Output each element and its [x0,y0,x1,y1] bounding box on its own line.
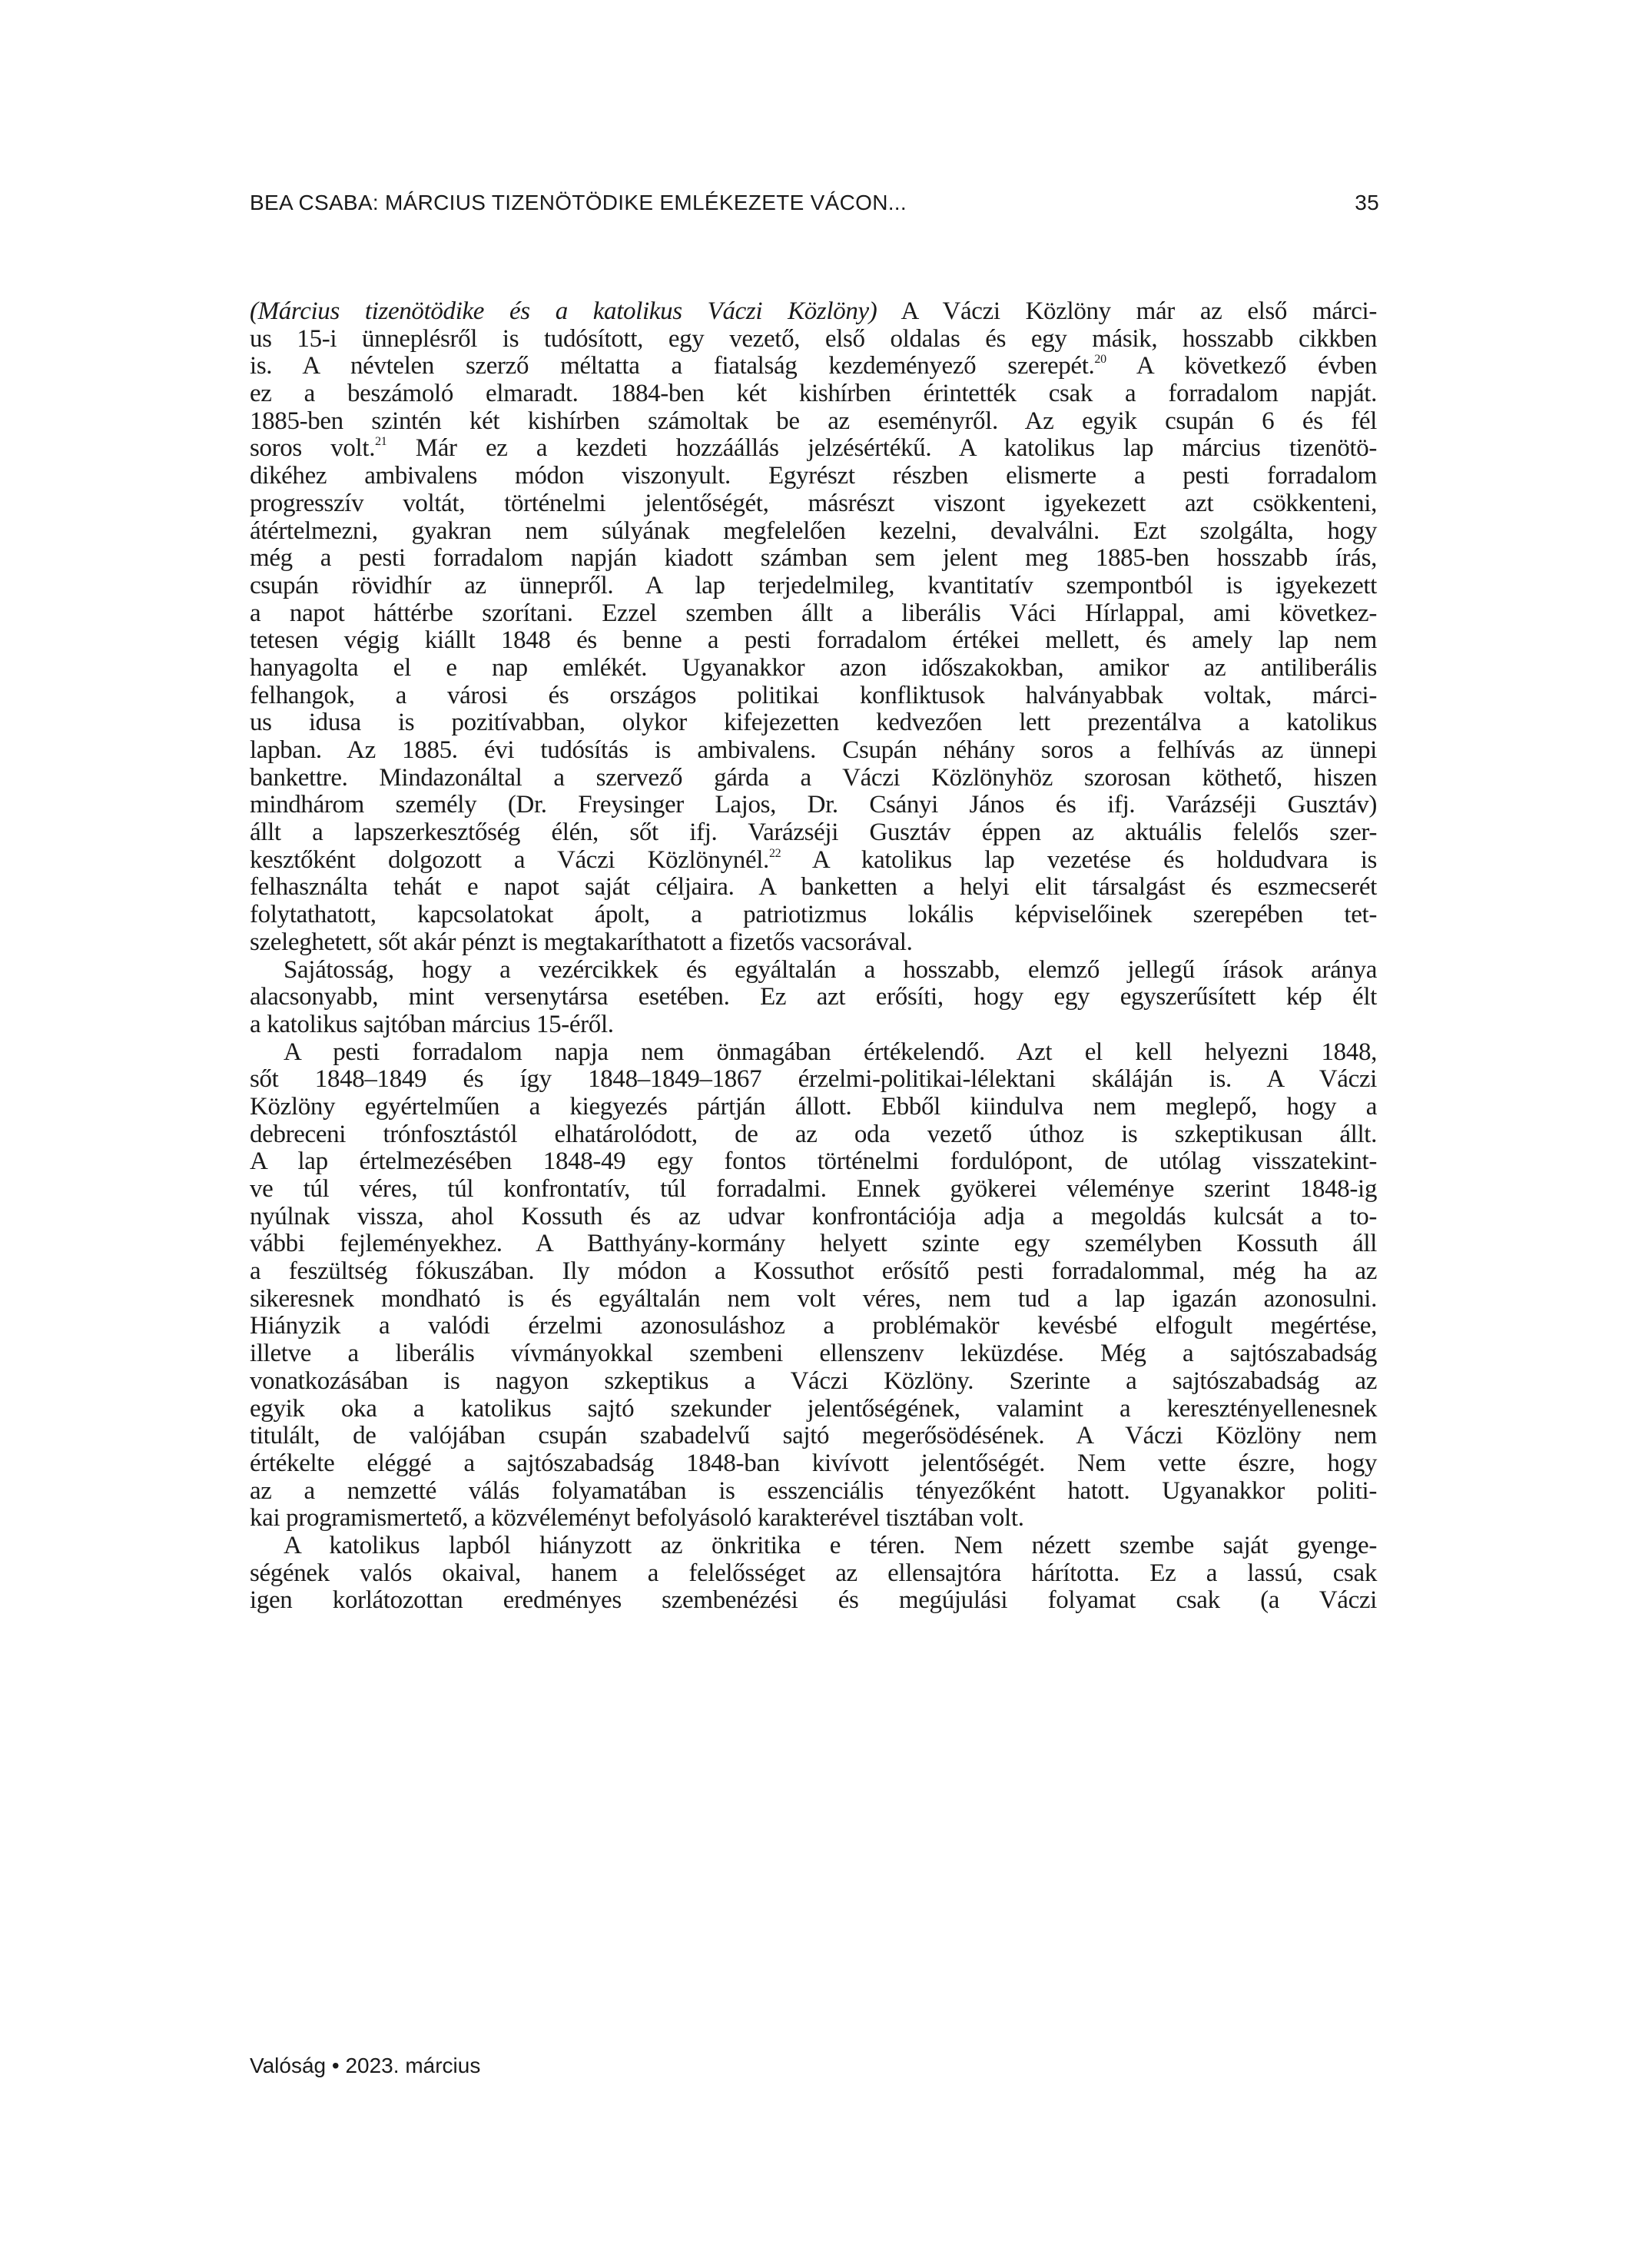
text-line: átértelmezni, gyakran nem súlyának megfelelően kezelni, devalválni. Ezt szolgálta, hogy [250,516,1377,545]
text-line: us idusa is pozitívabban, olykor kifejezetten kedvezően lett prezentálva a katolikus [250,709,1377,737]
text-line: debreceni trónfosztástól elhatárolódott, de az oda vezető úthoz is szkeptikusan állt. [250,1120,1377,1148]
text-line: vábbi fejleményekhez. A Batthyány-kormány helyett szinte egy személyben Kossuth áll [250,1230,1377,1258]
running-head [250,188,1379,218]
text-line: ségének valós okaival, hanem a felelősséget az ellensajtóra hárította. Ez a lassú, csak [250,1559,1377,1587]
text-line: igen korlátozottan eredményes szembenézési és megújulási folyamat csak (a Váczi [250,1586,1377,1615]
text-line: kai programismertető, a közvéleményt befolyásoló karakterével tisztában volt. [250,1504,1024,1532]
text-line: illetve a liberális vívmányokkal szembeni ellenszenv leküzdése. Még a sajtószabadság [250,1340,1377,1368]
page-footer: Valóság • 2023. március [250,2054,481,2077]
text-line: a napot háttérbe szorítani. Ezzel szemben állt a liberális Váci Hírlappal, ami következ- [250,599,1377,627]
text-line: alacsonyabb, mint versenytársa esetében. Ez azt erősíti, hogy egy egyszerűsített kép élt [250,983,1377,1011]
text-line: csupán rövidhír az ünnepről. A lap terjedelmileg, kvantitatív szempontból is igyekezett [250,571,1377,599]
footnote-ref[interactable]: 22 [768,846,781,860]
text-line: a katolikus sajtóban március 15-éről. [250,1010,614,1038]
text-line: Közlöny egyértelműen a kiegyezés pártján állott. Ebből kiindulva nem meglepő, hogy a [250,1092,1377,1121]
text-line: soros volt.$^{21}$ Már ez a kezdeti hozzáállás jelzésértékű. A katolikus lap március tizenötö- [250,434,1377,463]
text-line: vonatkozásában is nagyon szkeptikus a Váczi Közlöny. Szerinte a sajtószabadság az [250,1366,1377,1395]
section-title: (Március tizenötödike és a katolikus Váczi Közlöny) [250,297,877,325]
text-line: us 15-i ünneplésről is tudósított, egy vezető, első oldalas és egy másik, hosszabb cikkben [250,324,1377,353]
article-body [250,298,1377,1615]
running-title: BEA CSABA: MÁRCIUS TIZENÖTÖDIKE EMLÉKEZETE VÁCON... [250,191,907,214]
text-line: szeleghetett, sőt akár pénzt is megtakaríthatott a fizetős vacsorával. [250,928,913,956]
text-line: dikéhez ambivalens módon viszonyult. Egyrészt részben elismerte a pesti forradalom [250,462,1377,490]
text-line: értékelte eléggé a sajtószabadság 1848-ban kivívott jelentőségét. Nem vette észre, hogy [250,1449,1377,1477]
text-line: tetesen végig kiállt 1848 és benne a pesti forradalom értékei mellett, és amely lap nem [250,626,1377,655]
text-line: az a nemzetté válás folyamatában is esszenciális tényezőként hatott. Ugyanakkor politi- [250,1476,1377,1505]
text-line: állt a lapszerkesztőség élén, sőt ifj. Varázséji Gusztáv éppen az aktuális felelős szer- [250,819,1377,847]
text-line: még a pesti forradalom napján kiadott számban sem jelent meg 1885-ben hosszabb írás, [250,544,1377,573]
text-line: Sajátosság, hogy a vezércikkek és egyáltalán a hosszabb, elemző jellegű írások aránya [284,955,1377,984]
text-line: lapban. Az 1885. évi tudósítás is ambivalens. Csupán néhány soros a felhívás az ünnepi [250,736,1377,764]
text-line: 1885-ben szintén két kishírben számoltak be az eseményről. Az egyik csupán 6 és fél [250,407,1377,435]
text-line: ve túl véres, túl konfrontatív, túl forradalmi. Ennek gyökerei véleménye szerint 1848-ig [250,1175,1377,1203]
text-line: sőt 1848–1849 és így 1848–1849–1867 érzelmi-politikai-lélektani skáláján is. A Váczi [250,1065,1377,1094]
text-line: A lap értelmezésében 1848-49 egy fontos történelmi fordulópont, de utólag visszatekint- [250,1147,1377,1176]
text-line: Hiányzik a valódi érzelmi azonosuláshoz a problémakör kevésbé elfogult megértése, [250,1312,1377,1340]
text-line: egyik oka a katolikus sajtó szekunder jelentőségének, valamint a keresztényellenesnek [250,1394,1377,1423]
text-line: nyúlnak vissza, ahol Kossuth és az udvar konfrontációja adja a megoldás kulcsát a to- [250,1202,1377,1230]
text-line: is. A névtelen szerző méltatta a fiatalság kezdeményező szerepét.$^{20}$ A következő évben [250,352,1377,380]
footnote-ref[interactable]: 20 [1094,353,1106,367]
text-line: A pesti forradalom napja nem önmagában értékelendő. Azt el kell helyezni 1848, [284,1038,1377,1066]
text-line: sikeresnek mondható is és egyáltalán nem volt véres, nem tud a lap igazán azonosulni. [250,1284,1377,1313]
text-line: felhasználta tehát e napot saját céljaira. A banketten a helyi elit társalgást és eszmecserét [250,873,1377,902]
text-line: A katolikus lapból hiányzott az önkritika e téren. Nem nézett szembe saját gyenge- [284,1531,1377,1559]
text-line: felhangok, a városi és országos politikai konfliktusok halványabbak voltak, márci- [250,681,1377,709]
footnote-ref[interactable]: 21 [375,435,387,449]
text-line: bankettre. Mindazonáltal a szervező gárda a Váczi Közlönyhöz szorosan köthető, hiszen [250,763,1377,792]
text-line: progresszív voltát, történelmi jelentőségét, másrészt viszont igyekezett azt csökkenteni, [250,489,1377,517]
text-line: folytathatott, kapcsolatokat ápolt, a patriotizmus lokális képviselőinek szerepében tet- [250,901,1377,929]
page-number: 35 [1355,191,1379,214]
text-line: mindhárom személy (Dr. Freysinger Lajos, Dr. Csányi János és ifj. Varázséji Gusztáv) [250,791,1377,819]
text-line: titulált, de valójában csupán szabadelvű sajtó megerősödésének. A Váczi Közlöny nem [250,1422,1377,1450]
text-line: (Március tizenötödike és a katolikus Váczi Közlöny) A Váczi Közlöny már az első márci- [250,297,1377,325]
text-line: kesztőként dolgozott a Váczi Közlönynél.$^{22}$ A katolikus lap vezetése és holdudvara is [250,845,1377,874]
text-line: hanyagolta el e nap emlékét. Ugyanakkor azon időszakokban, amikor az antiliberális [250,653,1377,682]
text-line: ez a beszámoló elmaradt. 1884-ben két kishírben érintették csak a forradalom napját. [250,380,1377,408]
text-line: a feszültség fókuszában. Ily módon a Kossuthot erősítő pesti forradalommal, még ha az [250,1257,1377,1286]
